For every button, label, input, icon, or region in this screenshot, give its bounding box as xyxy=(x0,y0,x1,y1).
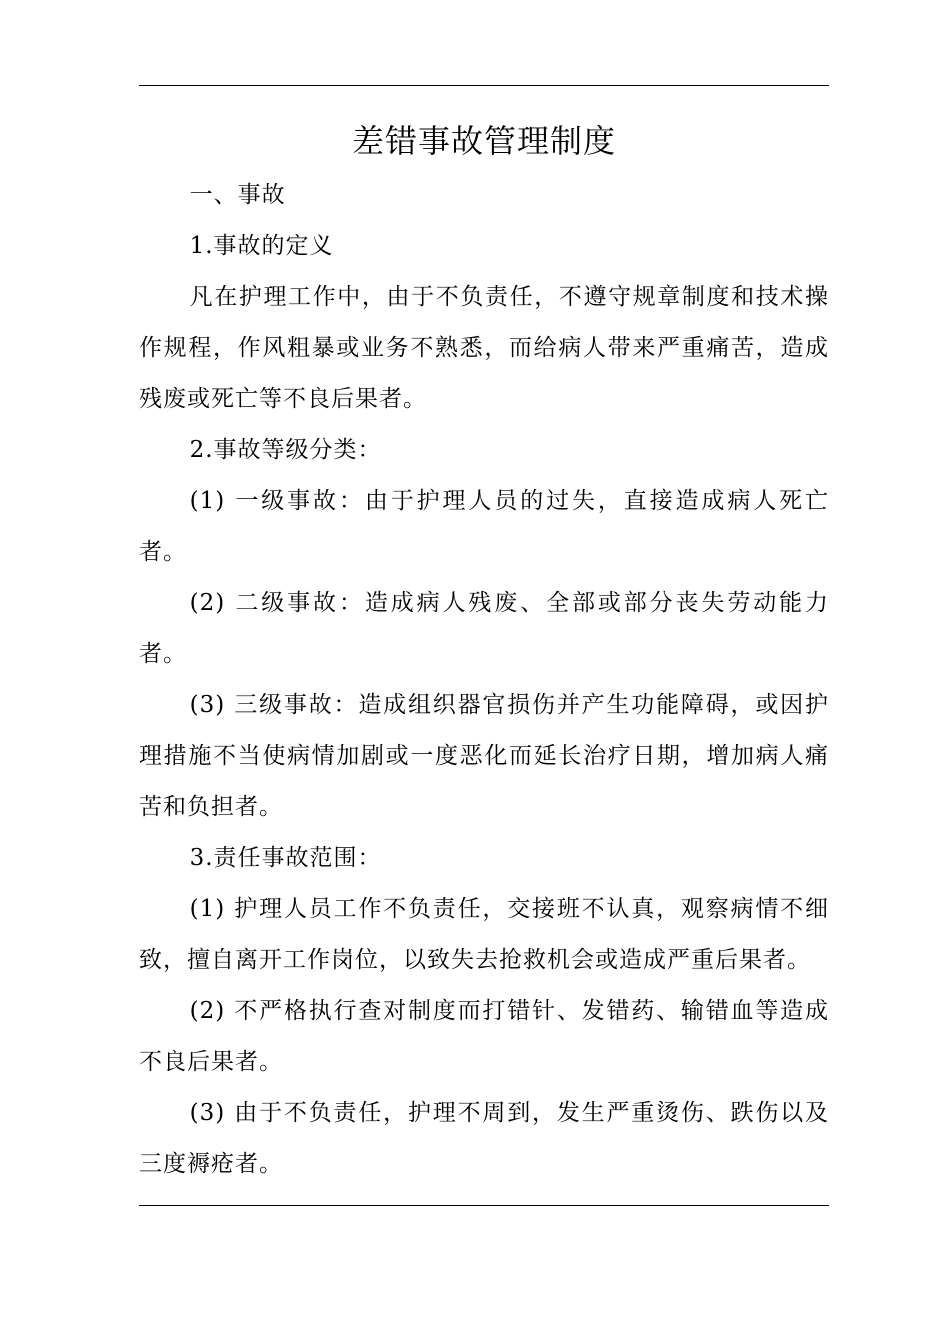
paragraph-level-1: (1) 一级事故：由于护理人员的过失，直接造成病人死亡者。 xyxy=(139,488,829,565)
paragraph-level-3: (3) 三级事故：造成组织器官损伤并产生功能障碍，或因护理措施不当使病情加剧或一度恶化而延长治疗日期，增加病人痛苦和负担者。 xyxy=(139,692,829,820)
paragraph-definition: 凡在护理工作中，由于不负责任，不遵守规章制度和技术操作规程，作风粗暴或业务不熟悉，而给病人带来严重痛苦，造成残废或死亡等不良后果者。 xyxy=(139,284,829,412)
paragraph-level-2: (2) 二级事故：造成病人残废、全部或部分丧失劳动能力者。 xyxy=(139,590,829,667)
section-heading-accident: 一、事故 xyxy=(189,182,286,208)
subheading-classification: 2.事故等级分类： xyxy=(189,437,382,463)
paragraph-scope-2: (2) 不严格执行查对制度而打错针、发错药、输错血等造成不良后果者。 xyxy=(139,998,829,1075)
header-rule xyxy=(139,85,829,86)
document-title: 差错事故管理制度 xyxy=(351,122,616,160)
paragraph-scope-1: (1) 护理人员工作不负责任，交接班不认真，观察病情不细致，擅自离开工作岗位，以致失去抢救机会或造成严重后果者。 xyxy=(139,896,829,973)
paragraph-scope-3: (3) 由于不负责任，护理不周到，发生严重烫伤、跌伤以及三度褥疮者。 xyxy=(139,1100,829,1177)
document-body xyxy=(139,112,829,1190)
footer-rule xyxy=(139,1205,829,1206)
subheading-scope: 3.责任事故范围： xyxy=(189,845,382,871)
subheading-definition: 1.事故的定义 xyxy=(189,233,334,259)
